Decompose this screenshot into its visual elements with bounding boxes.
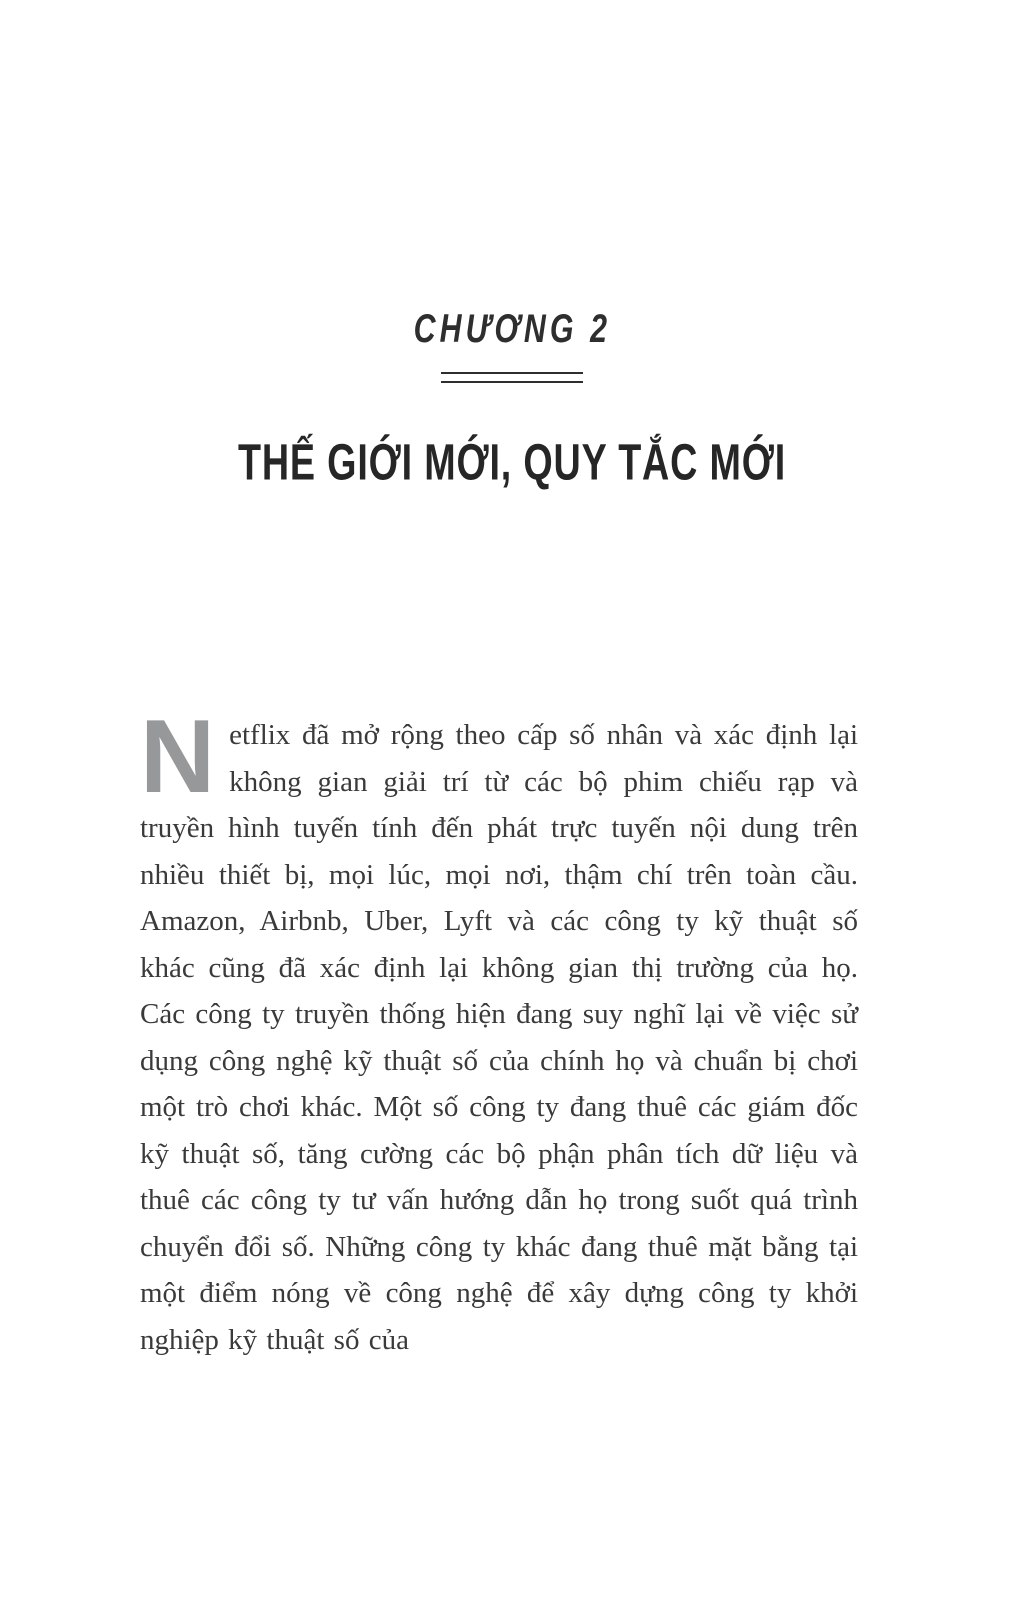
chapter-title: THẾ GIỚI MỚI, QUY TẮC MỚI: [237, 433, 787, 491]
divider-line-top: [441, 372, 583, 374]
dropcap: N: [140, 699, 216, 815]
chapter-header: [0, 0, 1024, 489]
paragraph-text: etflix đã mở rộng theo cấp số nhân và xác định lại không gian giải trí từ các bộ phim chiếu rạp và truyền hình tuyến tính đến phát trực tuyến nội dung trên nhiều thiết bị, mọi lúc, mọi nơi, thậm chí trên toàn cầu. Amazon, Airbnb, Uber, Lyft và các công ty kỹ thuật số khác cũng đã xác định lại không gian thị trường của họ. Các công ty truyền thống hiện đang suy nghĩ lại về việc sử dụng công nghệ kỹ thuật số của chính họ và chuẩn bị chơi một trò chơi khác. Một số công ty đang thuê các giám đốc kỹ thuật số, tăng cường các bộ phận phân tích dữ liệu và thuê các công ty tư vấn hướng dẫn họ trong suốt quá trình chuyển đổi số. Những công ty khác đang thuê mặt bằng tại một điểm nóng về công nghệ để xây dựng công ty khởi nghiệp kỹ thuật số của: [140, 719, 858, 1356]
opening-paragraph: [140, 699, 858, 1363]
body-text: [140, 699, 858, 1363]
chapter-divider: [441, 372, 583, 383]
chapter-label: CHƯƠNG 2: [413, 306, 611, 351]
divider-line-bottom: [441, 381, 583, 383]
